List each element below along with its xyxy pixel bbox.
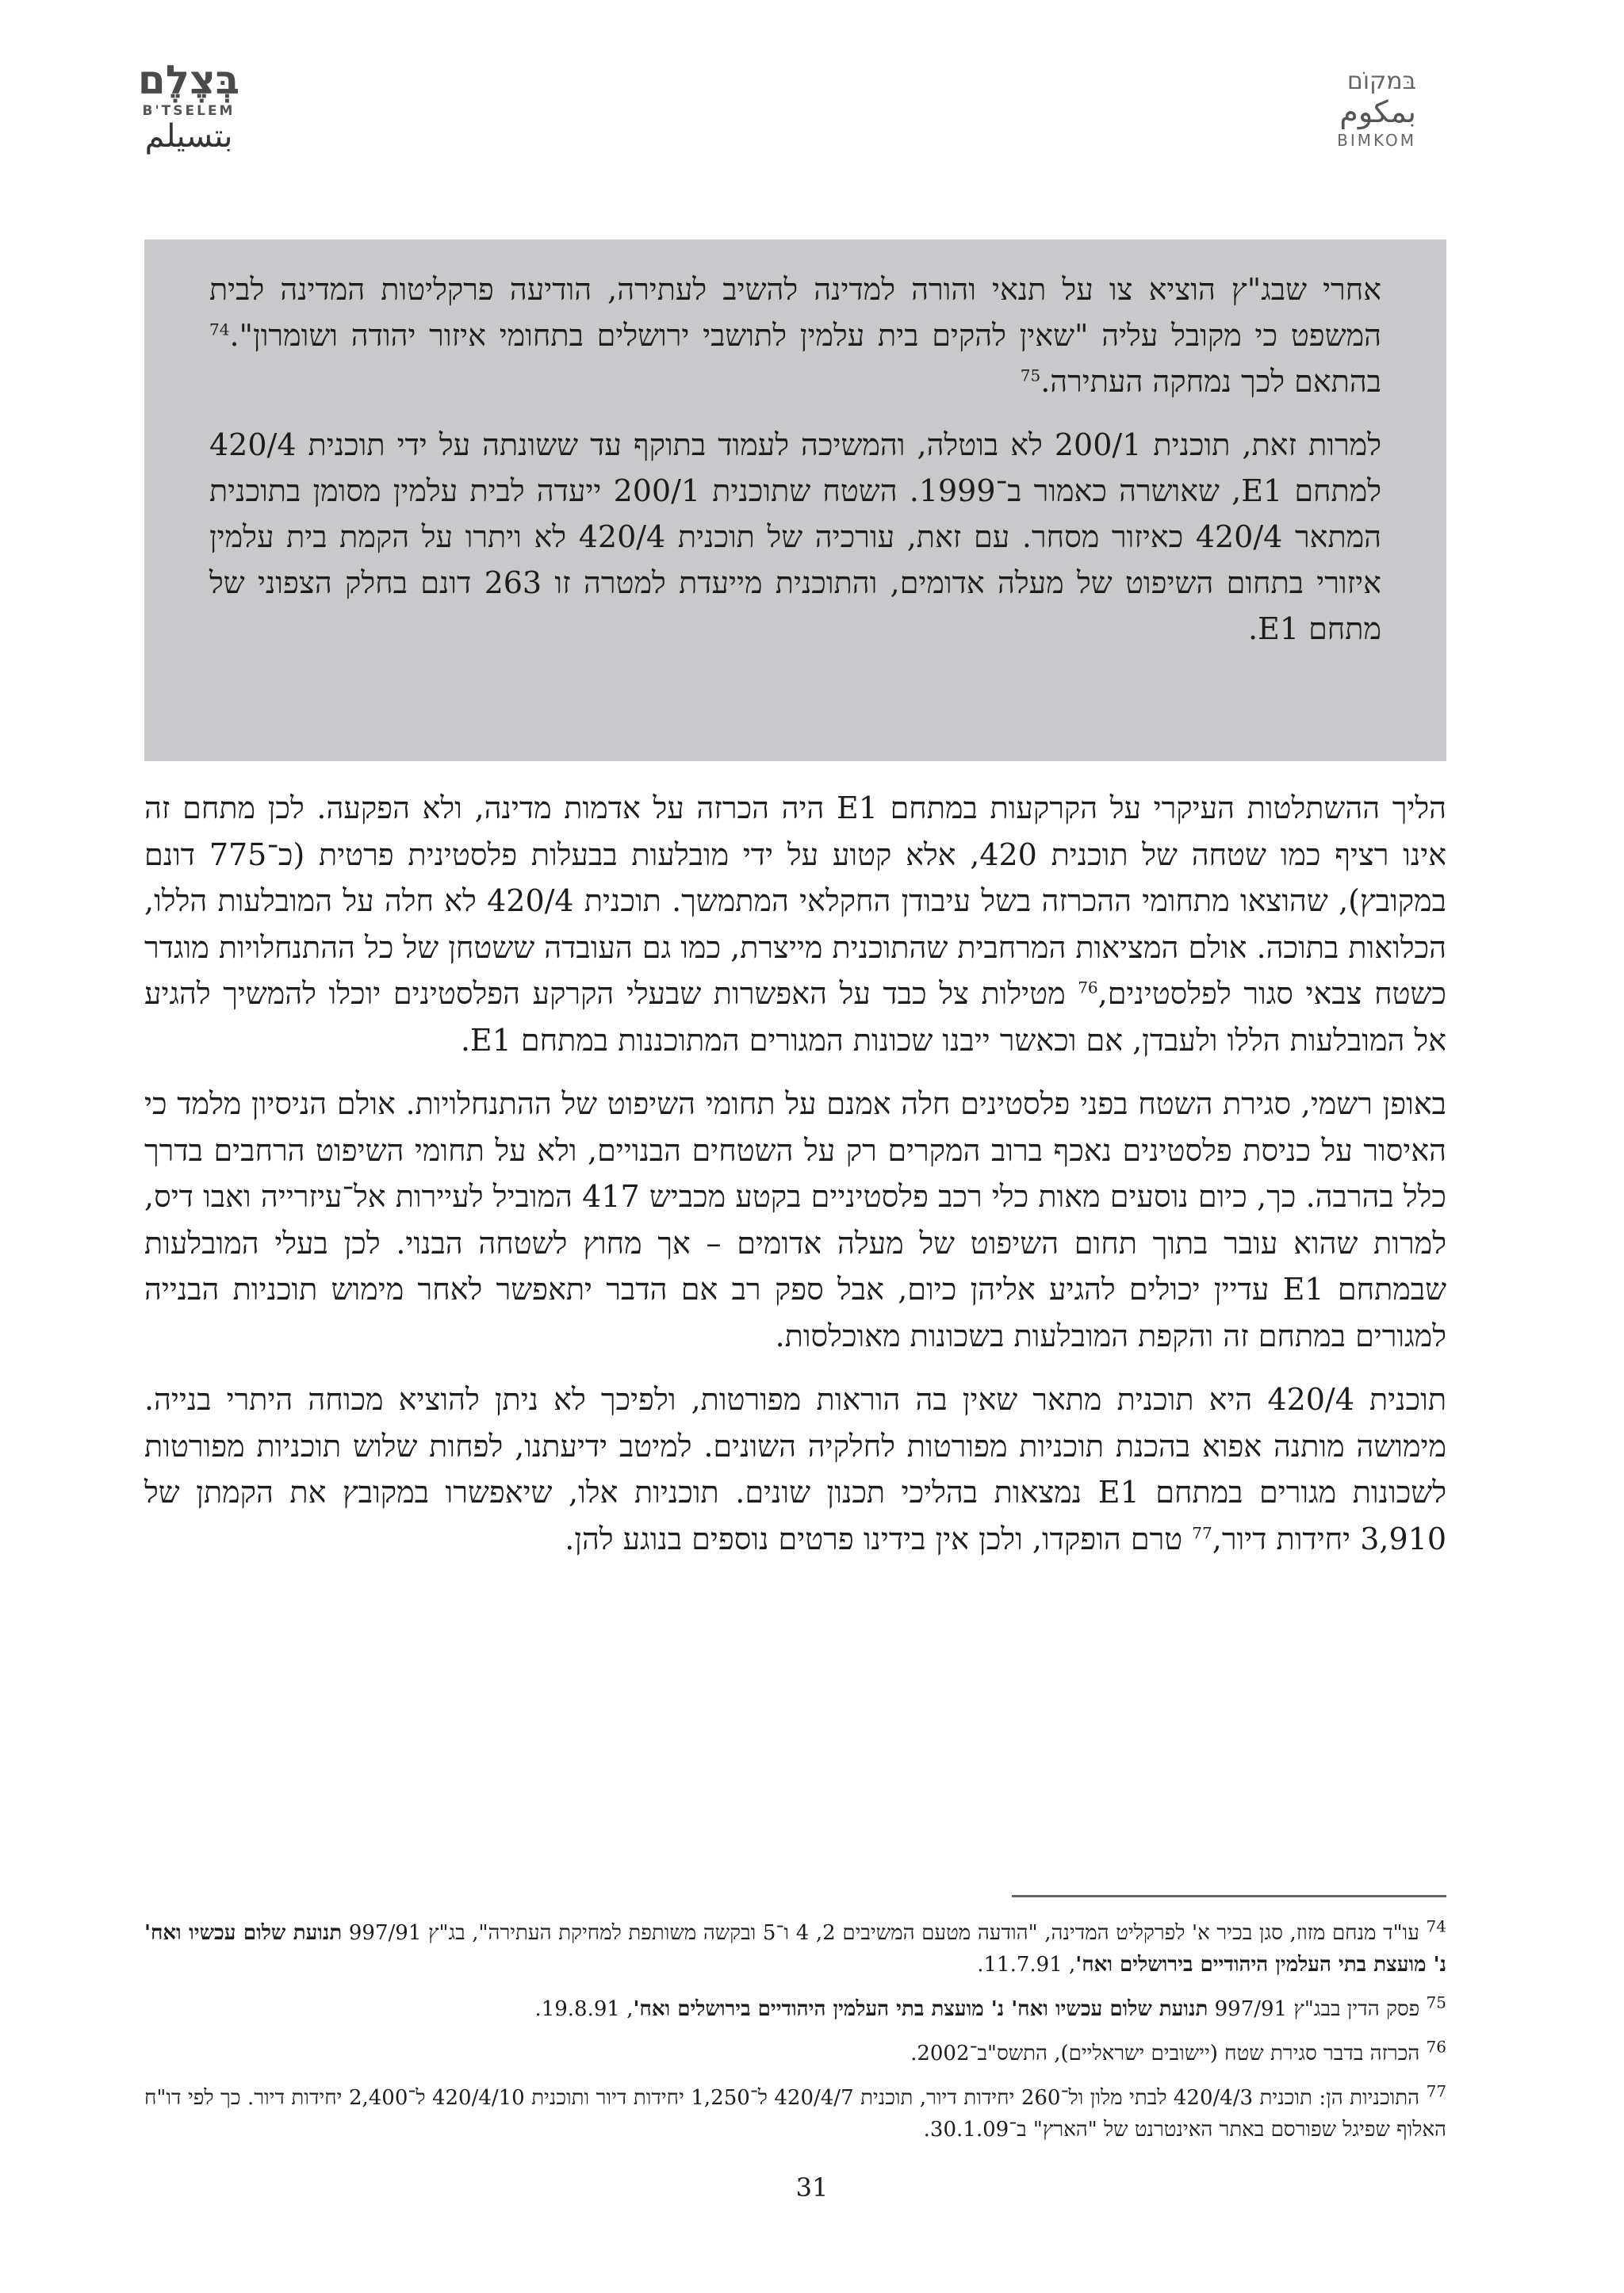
footnote-74: $^{74}$ עו"ד מנחם מזוז, סגן בכיר א' לפרקליט המדינה, "הודעה מטעם המשיבים 2, 4 ו־5 ובקשה משותפת למחיקת העתירה", בג"ץ 997/91 תנועת שלום עכשיו ואח' נ' מועצת בתי העלמין היהודיים בירושלים ואח', 11.7.91. <box>144 1916 1446 1977</box>
bimkom-logo-arabic: بمكوم <box>1339 94 1416 129</box>
main-text <box>144 785 1446 1562</box>
btselem-logo-arabic: بتسيلم <box>144 118 233 155</box>
btselem-logo-hebrew: בְּצֶלֶם <box>137 57 240 103</box>
highlight-paragraph-1: אחרי שבג"ץ הוציא צו על תנאי והורה למדינה להשיב לעתירה, הודיעה פרקליטות המדינה לבית המשפט כי מקובל עליה "שאין להקים בית עלמין לתושבי ירושלים בתחומי איזור יהודה ושומרון".$^{74}$ בהתאם לכך נמחקה העתירה.$^{75}$ <box>209 272 1381 399</box>
bimkom-logo-latin: BIMKOM <box>1337 131 1416 150</box>
footnote-75: $^{75}$ פסק הדין בבג"ץ 997/91 תנועת שלום עכשיו ואח' נ' מועצת בתי העלמין היהודיים בירושלים ואח', 19.8.91. <box>534 1992 1446 2021</box>
footnote-divider <box>1012 1895 1446 1897</box>
footnote-ref-76[interactable]: 76 <box>1078 978 1098 997</box>
btselem-logo-latin: B'TSELEM <box>142 103 236 119</box>
body-paragraph-1: הליך ההשתלטות העיקרי על הקרקעות במתחם E1 היה הכרזה על אדמות מדינה, ולא הפקעה. לכן מתחם זה אינו רציף כמו שטחה של תוכנית 420, אלא קטוע על ידי מובלעות בבעלות פלסטינית פרטית (כ־775 דונם במקובץ), שהוצאו מתחומי ההכרזה בשל עיבודן החקלאי המתמשך. תוכנית 420/4 לא חלה על המובלעות הללו, הכלואות בתוכה. אולם המציאות המרחבית שהתוכנית מייצרת, כמו גם העובדה ששטחן של כל ההתנחלויות מוגדר כשטח צבאי סגור לפלסטינים,$^{76}$ מטילות צל כבד על האפשרות שבעלי הקרקע הפלסטינים יוכלו להמשיך להגיע אל המובלעות הללו ולעבדן, אם וכאשר ייבנו שכונות המגורים המתוכננות במתחם E1. <box>144 790 1447 1058</box>
footnote-77: $^{77}$ התוכניות הן: תוכנית 420/4/3 לבתי מלון ול־260 יחידות דיור, תוכנית 420/4/7 ל־1,250 יחידות דיור ותוכנית 420/4/10 ל־2,400 יחידות דיור. כך לפי דו"ח האלוף שפיגל שפורסם באתר האינטרנט של "הארץ" ב־30.1.09. <box>144 2081 1447 2142</box>
page-number: 31 <box>795 2172 829 2203</box>
bimkom-logo <box>1337 68 1416 151</box>
footnote-ref-75[interactable]: 75 <box>1020 366 1041 385</box>
highlight-paragraph-2: למרות זאת, תוכנית 200/1 לא בוטלה, והמשיכה לעמוד בתוקף עד ששונתה על ידי תוכנית 420/4 למתחם E1, שאושרה כאמור ב־1999. השטח שתוכנית 200/1 ייעדה לבית עלמין מסומן בתוכנית המתאר 420/4 כאיזור מסחר. עם זאת, עורכיה של תוכנית 420/4 לא ויתרו על הקמת בית עלמין איזורי בתחום השיפוט של מעלה אדומים, והתוכנית מייעדת למטרה זו 263 דונם בחלק הצפוני של מתחם E1. <box>209 427 1382 646</box>
body-paragraph-3: תוכנית 420/4 היא תוכנית מתאר שאין בה הוראות מפורטות, ולפיכך לא ניתן להוציא מכוחה היתרי בנייה. מימושה מותנה אפוא בהכנת תוכניות מפורטות לחלקיה השונים. למיטב ידיעתנו, לפחות שלוש תוכניות מפורטות לשכונות מגורים במתחם E1 נמצאות בהליכי תכנון שונים. תוכניות אלו, שיאפשרו במקובץ את הקמתן של 3,910 יחידות דיור,$^{77}$ טרם הופקדו, ולכן אין בידינו פרטים נוספים בנוגע להן. <box>144 1382 1447 1556</box>
bimkom-logo-hebrew: בּמקוֹם <box>1346 67 1416 95</box>
highlight-box <box>144 239 1446 761</box>
footnotes <box>144 1917 1446 2146</box>
body-paragraph-2: באופן רשמי, סגירת השטח בפני פלסטינים חלה אמנם על תחומי השיפוט של ההתנחלויות. אולם הניסיון מלמד כי האיסור על כניסת פלסטינים נאכף ברוב המקרים רק על השטחים הבנויים, ולא על תחומי השיפוט הרחבים בדרך כלל בהרבה. כך, כיום נוסעים מאות כלי רכב פלסטיניים בקטע מכביש 417 המוביל לעיירות אל־עיזרייה ואבו דיס, למרות שהוא עובר בתוך תחום השיפוט של מעלה אדומים – אך מחוץ לשטחה הבנוי. לכן בעלי המובלעות שבמתחם E1 עדיין יכולים להגיע אליהן כיום, אבל ספק רב אם הדבר יתאפשר לאחר מימוש תוכניות הבנייה למגורים במתחם זה והקפת המובלעות בשכונות מאוכלסות. <box>144 1086 1446 1353</box>
footnote-ref-74[interactable]: 74 <box>209 320 230 339</box>
footnote-76: $^{76}$ הכרזה בדבר סגירת שטח (יישובים ישראליים), התשס"ב־2002. <box>910 2037 1446 2065</box>
footnote-ref-77[interactable]: 77 <box>1192 1522 1212 1542</box>
btselem-logo <box>133 57 244 154</box>
